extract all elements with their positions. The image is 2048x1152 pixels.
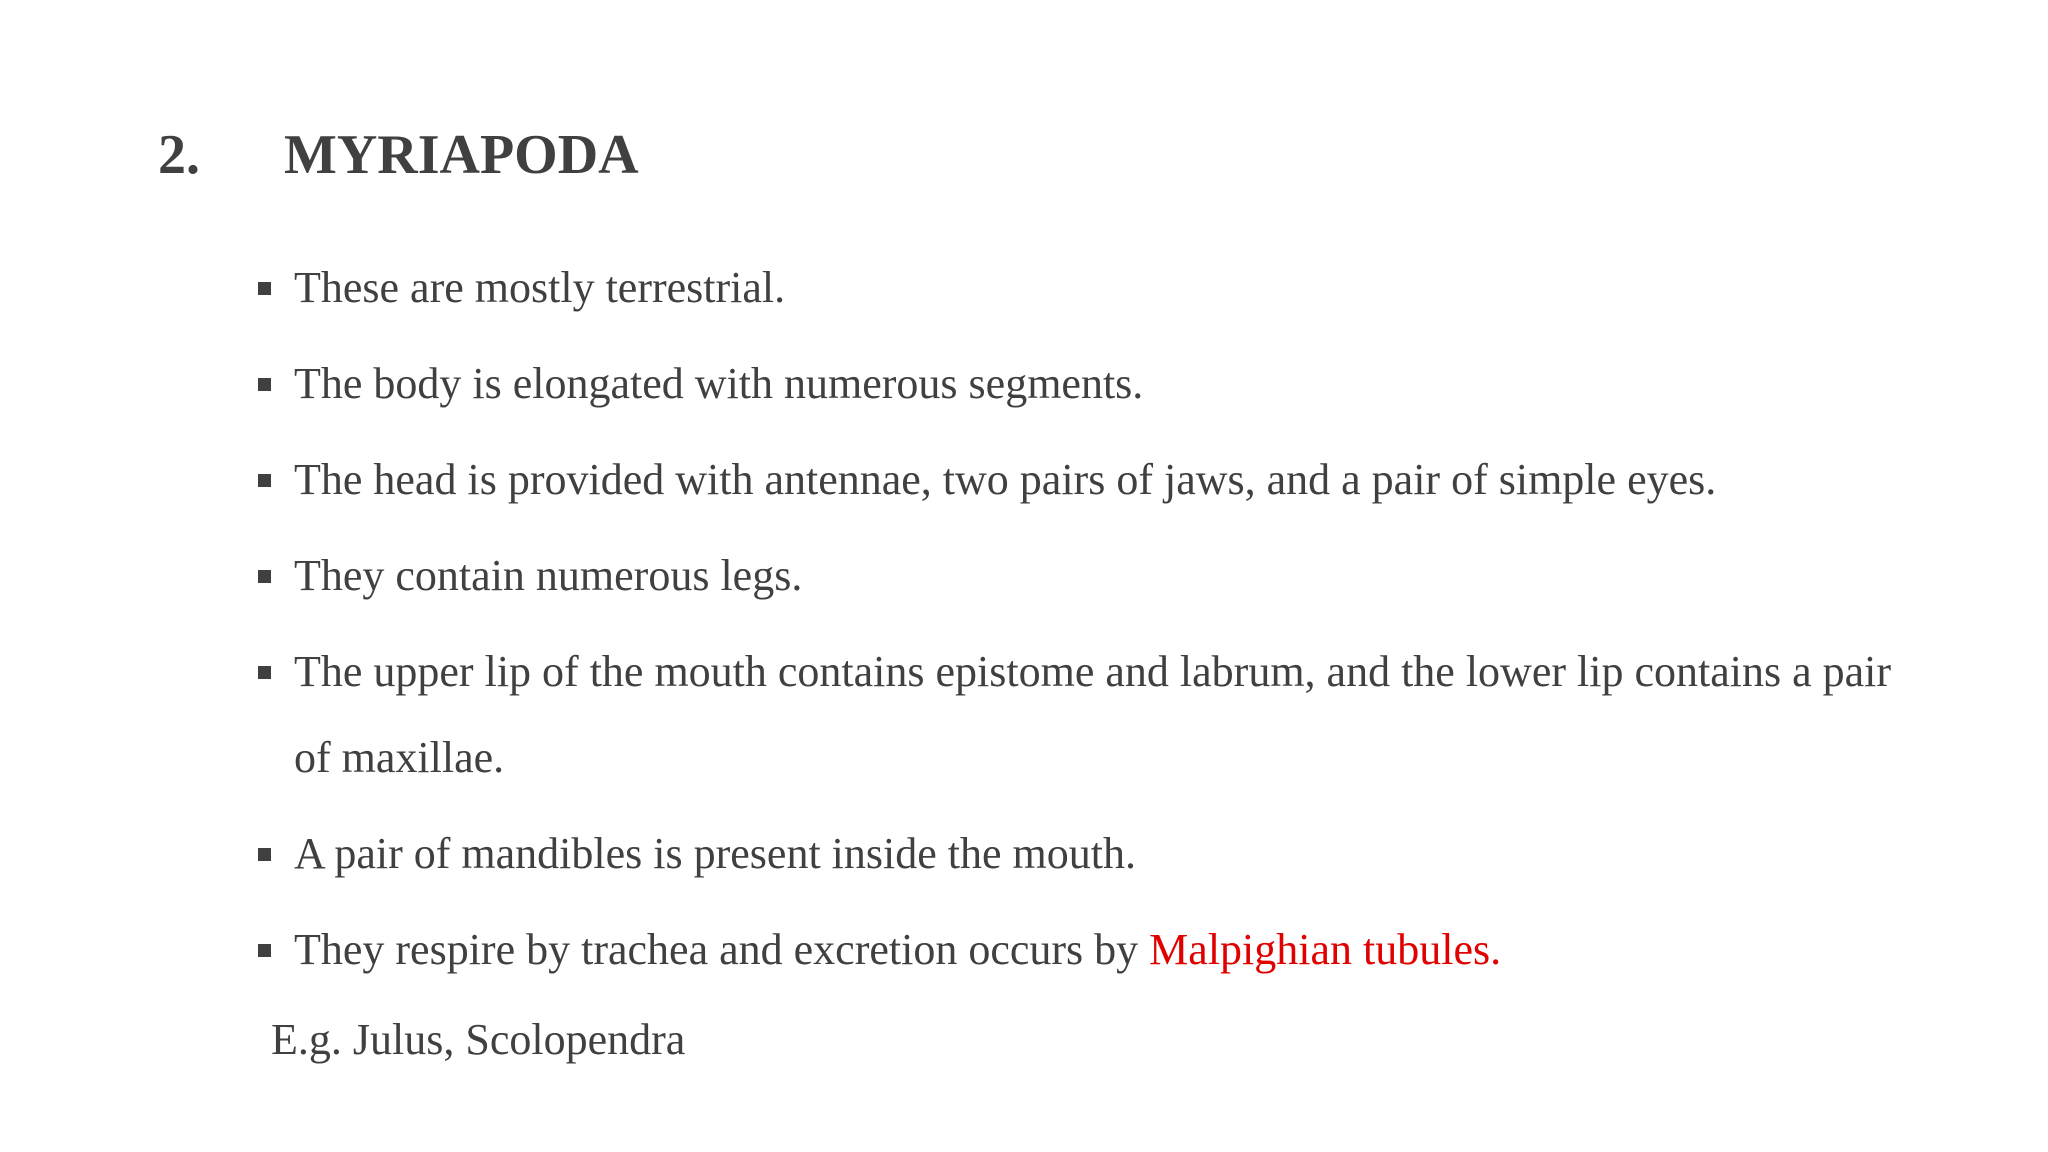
slide-heading bbox=[158, 122, 639, 188]
bullet-text: They respire by trachea and excretion occurs by bbox=[294, 925, 1150, 974]
square-bullet-icon bbox=[258, 848, 271, 861]
bullet-text: A pair of mandibles is present inside the mouth. bbox=[294, 829, 1136, 878]
bullet-text: They contain numerous legs. bbox=[294, 551, 803, 600]
bullet-text: The body is elongated with numerous segments. bbox=[294, 359, 1144, 408]
example-text: E.g. Julus, Scolopendra bbox=[271, 1015, 686, 1064]
square-bullet-icon bbox=[258, 474, 271, 487]
bullet-item bbox=[258, 629, 1938, 801]
heading-title: MYRIAPODA bbox=[284, 124, 639, 186]
square-bullet-icon bbox=[258, 378, 271, 391]
bullet-text: These are mostly terrestrial. bbox=[294, 263, 786, 312]
bullet-item bbox=[258, 533, 1938, 619]
square-bullet-icon bbox=[258, 944, 271, 957]
bullet-item bbox=[258, 907, 1938, 993]
square-bullet-icon bbox=[258, 666, 271, 679]
bullet-item bbox=[258, 811, 1938, 897]
square-bullet-icon bbox=[258, 570, 271, 583]
bullet-item bbox=[258, 245, 1938, 331]
bullet-list bbox=[258, 245, 1938, 1003]
heading-number: 2. bbox=[158, 124, 200, 186]
bullet-highlight-text: Malpighian tubules. bbox=[1149, 925, 1502, 974]
bullet-text: The head is provided with antennae, two pairs of jaws, and a pair of simple eyes. bbox=[294, 455, 1717, 504]
bullet-item bbox=[258, 437, 1938, 523]
bullet-text: The upper lip of the mouth contains epistome and labrum, and the lower lip contains a pair of maxillae. bbox=[294, 647, 1892, 782]
bullet-item bbox=[258, 341, 1938, 427]
square-bullet-icon bbox=[258, 282, 271, 295]
